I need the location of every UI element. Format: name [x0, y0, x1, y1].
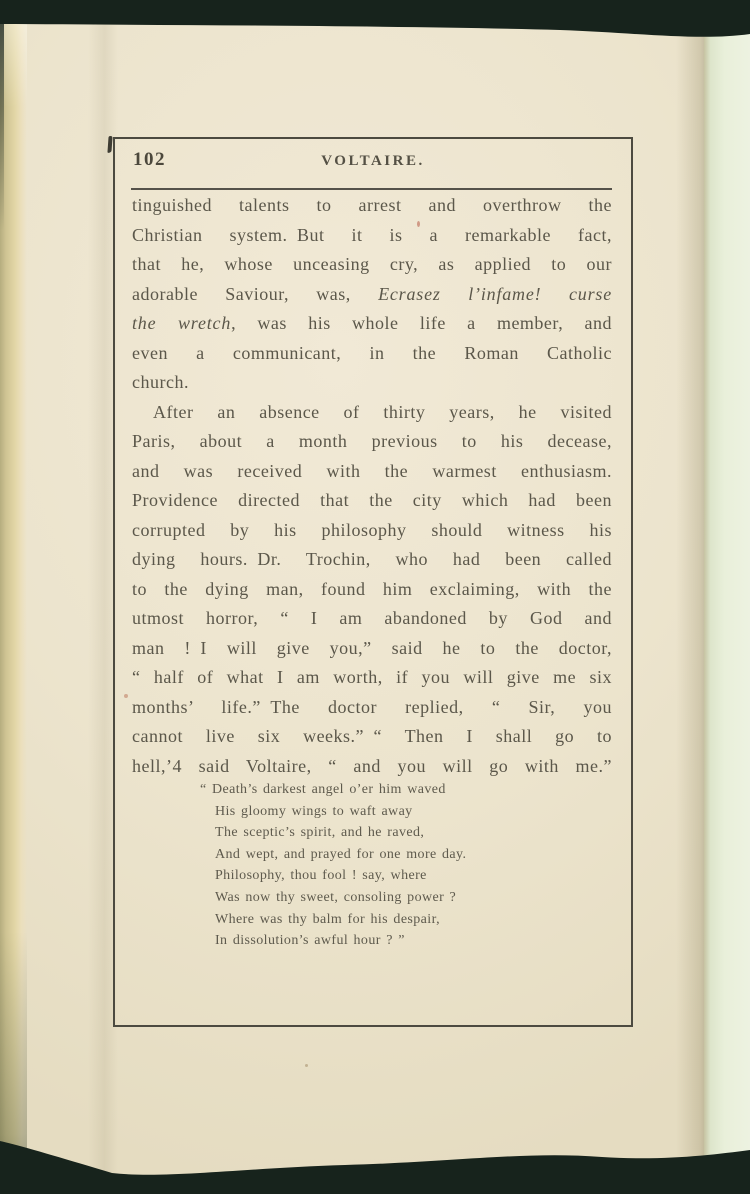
italic-text: Ecrasez l’infame! curse [378, 283, 612, 304]
body-text [132, 191, 612, 781]
text-line [132, 516, 612, 546]
paragraph [132, 398, 612, 782]
text-line [132, 368, 612, 398]
text-line [132, 398, 612, 428]
text-segment: , was his whole life a member, and [231, 313, 612, 333]
verse-line: “ Death’s darkest angel o’er him waved [200, 782, 446, 797]
verse-line: Was now thy sweet, consoling power ? [215, 889, 457, 905]
paragraph [132, 191, 612, 398]
text-line [132, 427, 612, 457]
text-line [132, 339, 612, 369]
verse-line: And wept, and prayed for one more day. [215, 846, 467, 862]
text-segment: utmost horror, “ I am abandoned by God and [132, 608, 612, 628]
text-segment: and was received with the warmest enthusiasm. [132, 460, 612, 481]
text-line [132, 309, 612, 339]
verse-block [200, 779, 555, 952]
text-segment: man ! I will give you,” said he to the doctor, [132, 637, 612, 658]
text-line [132, 663, 612, 693]
verse-line: Where was thy balm for his despair, [215, 911, 440, 927]
text-line [132, 604, 612, 634]
text-segment: dying hours. Dr. Trochin, who had been called [132, 549, 612, 569]
text-line [132, 545, 612, 575]
paper-speck [124, 694, 128, 698]
text-line [132, 221, 612, 251]
italic-text: the wretch [132, 313, 232, 333]
text-segment: hell,’4 said Voltaire, “ and you will go with me.” [132, 755, 612, 776]
text-segment: Providence directed that the city which had been [132, 490, 612, 510]
cover-shadow-left [0, 0, 4, 230]
text-line [132, 634, 612, 664]
text-segment: corrupted by his philosophy should witness his [132, 519, 612, 540]
verse-line: In dissolution’s awful hour ? ” [215, 933, 405, 949]
paper-speck [305, 1064, 308, 1067]
text-line [132, 250, 612, 280]
text-line [132, 693, 612, 723]
page-curl-shadow [676, 0, 706, 1194]
text-segment: tinguished talents to arrest and overthrow the [132, 195, 612, 215]
page-edge-left [0, 0, 27, 1194]
running-header-title: VOLTAIRE. [321, 153, 425, 169]
text-segment: adorable Saviour, was, [132, 283, 379, 304]
text-segment: church. [132, 372, 189, 392]
text-border-frame [113, 137, 633, 1027]
text-segment: months’ life.” The doctor replied, “ Sir, you [132, 696, 612, 717]
text-segment: “ half of what I am worth, if you will give me six [132, 667, 612, 687]
text-segment: cannot live six weeks.” “ Then I shall go to [132, 726, 612, 746]
text-segment: Christian system. But it is a remarkable fact, [132, 224, 612, 245]
text-line [132, 457, 612, 487]
text-line [132, 191, 612, 221]
verse-line: Philosophy, thou fool ! say, where [215, 868, 427, 884]
text-line [132, 280, 612, 310]
text-segment: Paris, about a month previous to his decease, [132, 431, 612, 451]
text-line [132, 575, 612, 605]
text-line [132, 722, 612, 752]
paper-speck [417, 221, 420, 227]
text-segment: to the dying man, found him exclaiming, with the [132, 578, 612, 599]
text-line [132, 486, 612, 516]
next-page-edge-right [704, 0, 750, 1194]
text-segment: After an absence of thirty years, he visited [153, 401, 612, 422]
page-header [115, 147, 631, 181]
page-number: 102 [133, 149, 166, 170]
text-segment: that he, whose unceasing cry, as applied to our [132, 254, 612, 274]
text-line [132, 752, 612, 782]
text-segment: even a communicant, in the Roman Catholic [132, 342, 612, 363]
verse-line: His gloomy wings to waft away [215, 803, 413, 819]
verse-line: The sceptic’s spirit, and he raved, [215, 825, 425, 841]
header-rule [131, 188, 612, 190]
